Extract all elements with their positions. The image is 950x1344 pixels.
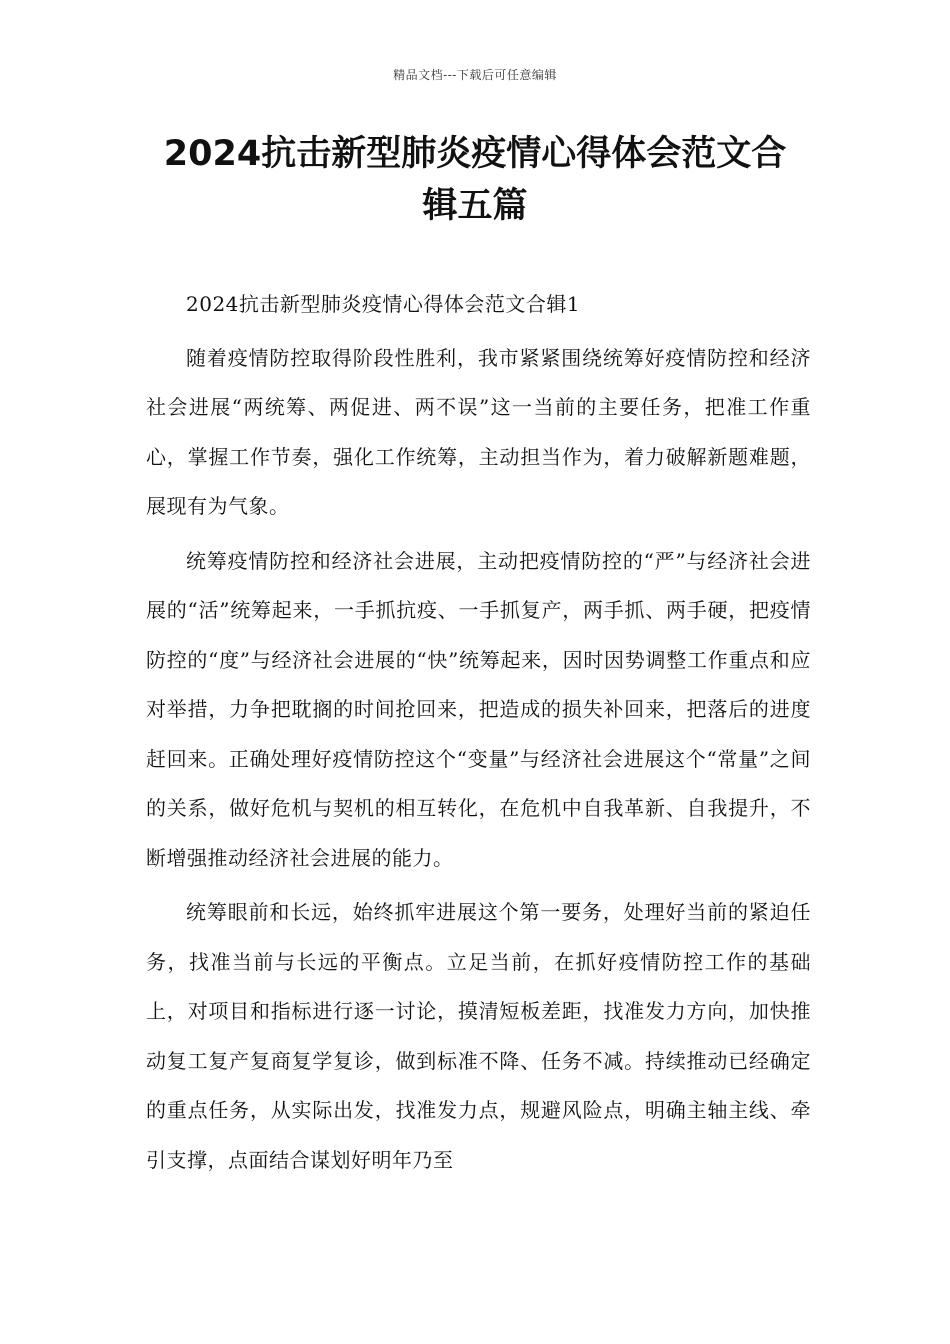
paragraph: 统筹疫情防控和经济社会进展，主动把疫情防控的“严”与经济社会进展的“活”统筹起来，一手抓抗疫、一手抓复产，两手抓、两手硬，把疫情防控的“度”与经济社会进展的“快”统筹起来，因时因势调整工作重点和应对举措，力争把耽搁的时间抢回来，把造成的损失补回来，把落后的进度赶回来。正确处理好疫情防控这个“变量”与经济社会进展这个“常量”之间的关系，做好危机与契机的相互转化，在危机中自我革新、自我提升，不断增强推动经济社会进展的能力。 <box>146 548 811 870</box>
document-body <box>146 280 811 1190</box>
title-line-2: 辑五篇 <box>422 186 528 226</box>
header-note: 精品文档---下载后可任意编辑 <box>393 68 557 82</box>
paragraph: 随着疫情防控取得阶段性胜利，我市紧紧围绕统筹好疫情防控和经济社会进展“两统筹、两促进、两不误”这一当前的主要任务，把准工作重心，掌握工作节奏，强化工作统筹，主动担当作为，着力破解新题难题，展现有为气象。 <box>146 345 811 518</box>
document-title <box>120 128 830 232</box>
section-subtitle: 2024抗击新型肺炎疫情心得体会范文合辑1 <box>186 292 581 316</box>
title-line-1: 2024抗击新型肺炎疫情心得体会范文合 <box>163 134 787 174</box>
paragraph: 统筹眼前和长远，始终抓牢进展这个第一要务，处理好当前的紧迫任务，找准当前与长远的平衡点。立足当前，在抓好疫情防控工作的基础上，对项目和指标进行逐一讨论，摸清短板差距，找准发力方向，加快推动复工复产复商复学复诊，做到标准不降、任务不减。持续推动已经确定的重点任务，从实际出发，找准发力点，规避风险点，明确主轴主线、牵引支撑，点面结合谋划好明年乃至 <box>146 900 811 1172</box>
